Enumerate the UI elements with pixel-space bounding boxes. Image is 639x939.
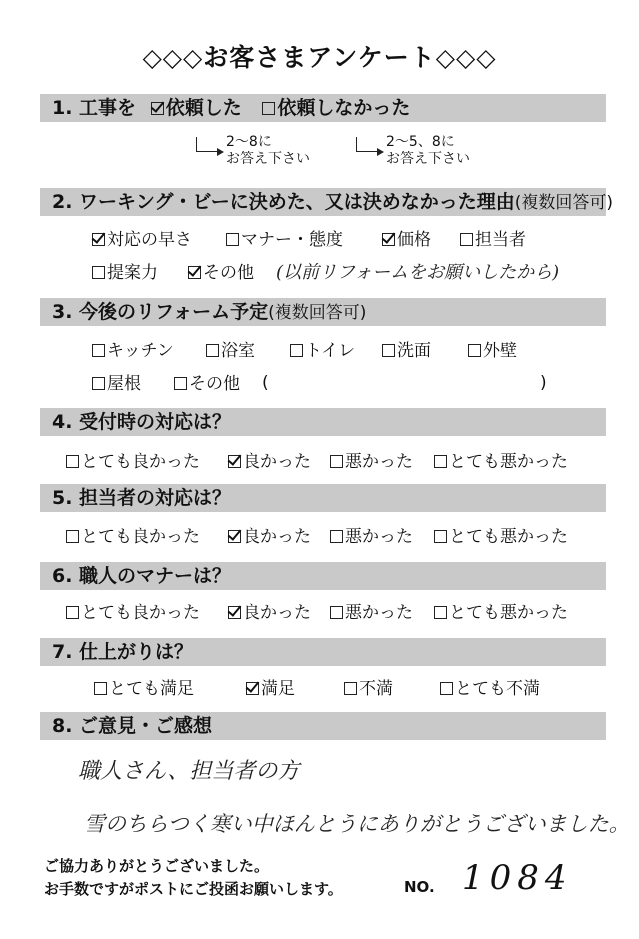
question-4-header: [40, 408, 606, 436]
q2-other-handwriting: (以前リフォームをお願いしたから): [276, 262, 560, 283]
q3-option[interactable]: その他: [174, 373, 240, 395]
question-3-label: 3. 今後のリフォーム予定: [52, 301, 269, 323]
q7-option[interactable]: とても不満: [440, 678, 540, 700]
question-3-sub: (複数回答可): [268, 303, 367, 323]
q2-checkbox[interactable]: [92, 233, 105, 246]
q7-option[interactable]: 満足: [246, 678, 295, 700]
q5-radio[interactable]: [228, 530, 241, 543]
q7-radio[interactable]: [246, 682, 259, 695]
q4-option[interactable]: とても良かった: [66, 451, 200, 473]
serial-number-value: 1084: [462, 858, 573, 898]
q3-option[interactable]: キッチン: [92, 340, 174, 362]
q6-option[interactable]: とても良かった: [66, 602, 200, 624]
survey-title: ◇◇◇お客さまアンケート◇◇◇: [142, 43, 497, 72]
q3-other-paren-open: (: [262, 373, 269, 393]
q2-checkbox[interactable]: [188, 266, 201, 279]
q4-option[interactable]: 良かった: [228, 451, 311, 473]
q6-radio[interactable]: [66, 606, 79, 619]
q1-yes-note: 2〜8に お答え下さい: [226, 134, 310, 167]
q4-radio[interactable]: [228, 455, 241, 468]
q4-radio[interactable]: [434, 455, 447, 468]
q2-option[interactable]: 担当者: [460, 229, 526, 251]
serial-number-label: NO.: [404, 878, 435, 896]
question-3-header: [40, 298, 606, 326]
q3-checkbox[interactable]: [92, 377, 105, 390]
q3-option[interactable]: 洗面: [382, 340, 431, 362]
question-5-label: 5. 担当者の対応は？: [52, 487, 232, 509]
q2-checkbox[interactable]: [92, 266, 105, 279]
q5-option[interactable]: とても良かった: [66, 526, 200, 548]
question-7-label: 7. 仕上がりは？: [52, 641, 194, 663]
q5-radio[interactable]: [66, 530, 79, 543]
q8-comment-line-1: 職人さん、担当者の方: [78, 759, 300, 784]
q7-option[interactable]: 不満: [344, 678, 393, 700]
q2-checkbox[interactable]: [460, 233, 473, 246]
question-8-label: 8. ご意見・ご感想: [52, 715, 213, 737]
q7-option[interactable]: とても満足: [94, 678, 194, 700]
q1-no-note: 2〜5、8に お答え下さい: [386, 134, 470, 167]
q5-option[interactable]: 悪かった: [330, 526, 413, 548]
q3-checkbox[interactable]: [290, 344, 303, 357]
q3-other-paren-close: ): [540, 373, 547, 393]
q5-radio[interactable]: [434, 530, 447, 543]
q5-option[interactable]: とても悪かった: [434, 526, 568, 548]
question-2-header: [40, 188, 613, 216]
q2-checkbox[interactable]: [382, 233, 395, 246]
q4-radio[interactable]: [66, 455, 79, 468]
question-2-sub: (複数回答可): [514, 193, 613, 213]
q3-option[interactable]: トイレ: [290, 340, 355, 362]
q2-checkbox[interactable]: [226, 233, 239, 246]
q3-checkbox[interactable]: [382, 344, 395, 357]
q7-radio[interactable]: [440, 682, 453, 695]
question-6-label: 6. 職人のマナーは？: [52, 565, 232, 587]
q3-option[interactable]: 屋根: [92, 373, 141, 395]
q6-radio[interactable]: [434, 606, 447, 619]
q3-option[interactable]: 外壁: [468, 340, 517, 362]
arrow-no-icon: [356, 137, 379, 152]
q2-option[interactable]: 対応の早さ: [92, 229, 192, 251]
q4-option[interactable]: 悪かった: [330, 451, 413, 473]
q4-radio[interactable]: [330, 455, 343, 468]
q1-no-label: 依頼しなかった: [277, 97, 411, 119]
q3-option[interactable]: 浴室: [206, 340, 255, 362]
arrow-yes-icon: [196, 137, 219, 152]
q2-option[interactable]: その他: [188, 262, 254, 284]
q6-option[interactable]: 悪かった: [330, 602, 413, 624]
q8-comment-line-2: 雪のちらつく寒い中ほんとうにありがとうございました。: [84, 812, 630, 836]
q6-option[interactable]: とても悪かった: [434, 602, 568, 624]
q7-radio[interactable]: [94, 682, 107, 695]
question-7-header: [40, 638, 606, 666]
q6-option[interactable]: 良かった: [228, 602, 311, 624]
q3-checkbox[interactable]: [206, 344, 219, 357]
q3-checkbox[interactable]: [174, 377, 187, 390]
q1-yes-checkbox[interactable]: [151, 102, 164, 115]
q4-option[interactable]: とても悪かった: [434, 451, 568, 473]
q3-checkbox[interactable]: [92, 344, 105, 357]
q2-option[interactable]: 価格: [382, 229, 431, 251]
question-4-label: 4. 受付時の対応は？: [52, 411, 232, 433]
q3-checkbox[interactable]: [468, 344, 481, 357]
q5-option[interactable]: 良かった: [228, 526, 311, 548]
question-1-label: 1. 工事を: [52, 97, 137, 119]
q2-option[interactable]: 提案力: [92, 262, 158, 284]
q7-radio[interactable]: [344, 682, 357, 695]
question-2-label: 2. ワーキング・ビーに決めた、又は決めなかった理由: [52, 191, 515, 213]
footer-thanks: ご協力ありがとうございました。: [44, 857, 270, 875]
question-1-header: [40, 94, 606, 122]
q2-option[interactable]: マナー・態度: [226, 229, 343, 251]
question-6-header: [40, 562, 606, 590]
footer-instructions: お手数ですがポストにご投函お願いします。: [44, 880, 343, 898]
question-8-header: [40, 712, 606, 740]
q1-yes-label: 依頼した: [165, 97, 242, 119]
q5-radio[interactable]: [330, 530, 343, 543]
q1-no-checkbox[interactable]: [262, 102, 275, 115]
q6-radio[interactable]: [330, 606, 343, 619]
q6-radio[interactable]: [228, 606, 241, 619]
question-5-header: [40, 484, 606, 512]
